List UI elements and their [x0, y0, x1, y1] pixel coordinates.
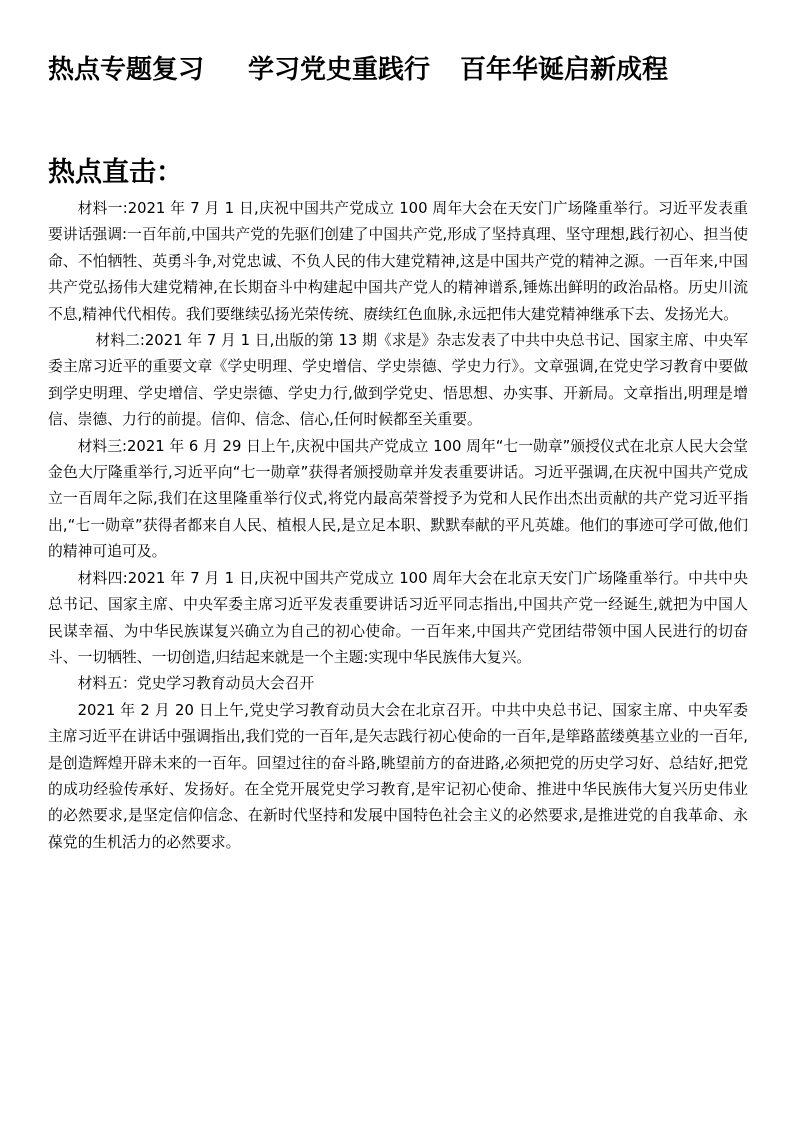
section-heading: 热点直击： — [48, 157, 183, 188]
page-title — [48, 52, 758, 88]
material-paragraph-3: 材料三:2021 年 6 月 29 日上午,庆祝中国共产党成立 100 周年“七一勋章”颁授仪式在北京人民大会堂金色大厅隆重举行,习近平向“七一勋章”获得者颁授勋章并发表重要讲话。习近平强调,在庆祝中国共产党成立一百周年之际,我们在这里隆重举行仪式,将党内最高荣誉授予为党和人民作出杰出贡献的共产党习近平指出,“七一勋章”获得者都来自人民、植根人民,是立足本职、默默奉献的平凡英雄。他们的事迹可学可做,他们的精神可追可及。 — [48, 437, 748, 561]
material-paragraph-5-body: 2021 年 2 月 20 日上午,党史学习教育动员大会在北京召开。中共中央总书记、国家主席、中央军委主席习近平在讲话中强调指出,我们党的一百年,是矢志践行初心使命的一百年,是筚路蓝缕奠基立业的一百年,是创造辉煌开辟未来的一百年。回望过往的奋斗路,眺望前方的奋进路,必须把党的历史学习好、总结好,把党的成功经验传承好、发扬好。在全党开展党史学习教育,是牢记初心使命、推进中华民族伟大复兴历史伟业的必然要求,是坚定信仰信念、在新时代坚持和发展中国特色社会主义的必然要求,是推进党的自我革命、永葆党的生机活力的必然要求。 — [48, 701, 748, 851]
title-topic: 热点专题复习 — [48, 55, 205, 85]
material-paragraph-5-heading: 材料五：党史学习教育动员大会召开 — [77, 675, 315, 693]
material-paragraph-2: 材料二:2021 年 7 月 1 日,出版的第 13 期《求是》杂志发表了中共中央总书记、国家主席、中央军委主席习近平的重要文章《学史明理、学史增信、学史崇德、学史力行》。文章强调,在党史学习教育中要做到学史明理、学史增信、学史崇德、学史力行,做到学党史、悟思想、办实事、开新局。文章指出,明理是增信、崇德、力行的前提。信仰、信念、信心,任何时候都至关重要。 — [48, 332, 748, 429]
title-subtheme: 百年华诞启新成程 — [460, 55, 669, 85]
material-paragraph-4: 材料四:2021 年 7 月 1 日,庆祝中国共产党成立 100 周年大会在北京天安门广场隆重举行。中共中央总书记、国家主席、中央军委主席习近平发表重要讲话习近平同志指出,中国共产党一经诞生,就把为中国人民谋幸福、为中华民族谋复兴确立为自己的初心使命。一百年来,中国共产党团结带领中国人民进行的切奋斗、一切牺牲、一切创造,归结起来就是一个主题:实现中华民族伟大复兴。 — [48, 569, 748, 666]
materials-body — [48, 196, 748, 856]
title-theme: 学习党史重践行 — [248, 55, 431, 85]
material-paragraph-1: 材料一:2021 年 7 月 1 日,庆祝中国共产党成立 100 周年大会在天安门广场隆重举行。习近平发表重要讲话强调:一百年前,中国共产党的先驱们创建了中国共产党,形成了坚持真理、坚守理想,践行初心、担当使命、不怕牺牲、英勇斗争,对党忠诚、不负人民的伟大建党精神,这是中国共产党的精神之源。一百年来,中国共产党弘扬伟大建党精神,在长期奋斗中构建起中国共产党人的精神谱系,锤炼出鲜明的政治品格。历史川流不息,精神代代相传。我们要继续弘扬光荣传统、赓续红色血脉,永远把伟大建党精神继承下去、发扬光大。 — [48, 200, 748, 323]
